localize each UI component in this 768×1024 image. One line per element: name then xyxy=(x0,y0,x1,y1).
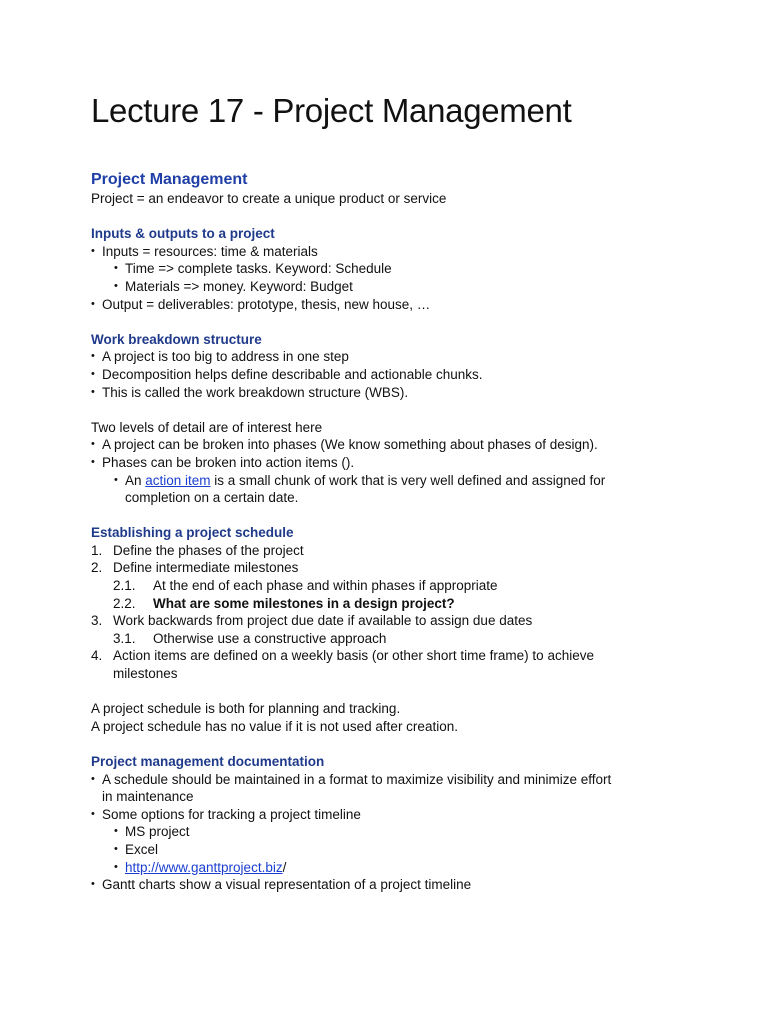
item-text: Define intermediate milestones xyxy=(113,560,299,576)
item-text: Action items are defined on a weekly basis (or other short time frame) to achieve xyxy=(113,648,594,664)
item-text: At the end of each phase and within phases if appropriate xyxy=(153,578,498,594)
list-item: • A project is too big to address in one step xyxy=(91,348,691,366)
list-item: • This is called the work breakdown structure (WBS). xyxy=(91,384,691,402)
numbered-item xyxy=(91,542,691,560)
list-item: • MS project xyxy=(91,823,691,841)
section-heading-schedule: Establishing a project schedule xyxy=(91,525,294,541)
numbered-item xyxy=(91,559,691,577)
item-number: 3. xyxy=(91,613,103,629)
item-number: 2.2. xyxy=(113,595,136,611)
section-heading-inputs-outputs: Inputs & outputs to a project xyxy=(91,226,275,242)
section-heading-wbs: Work breakdown structure xyxy=(91,331,262,347)
action-item-link[interactable]: action item xyxy=(145,472,211,488)
list-item xyxy=(91,859,691,877)
item-number: 4. xyxy=(91,648,103,664)
section-heading-project-management: Project Management xyxy=(91,171,248,188)
list-item: • Phases can be broken into action items (). xyxy=(91,454,691,472)
text: / xyxy=(282,859,287,875)
list-item: • Inputs = resources: time & materials xyxy=(91,243,691,261)
paragraph: A project schedule is both for planning and tracking. xyxy=(91,701,401,717)
paragraph: Two levels of detail are of interest here xyxy=(91,419,323,435)
numbered-subitem xyxy=(91,630,691,648)
item-text: Otherwise use a constructive approach xyxy=(153,630,387,646)
list-item: • Materials => money. Keyword: Budget xyxy=(91,278,691,296)
text: is a small chunk of work that is very well defined and assigned for xyxy=(210,472,606,488)
numbered-subitem xyxy=(91,577,691,595)
list-item: • Time => complete tasks. Keyword: Schedule xyxy=(91,260,691,278)
text: An xyxy=(125,472,146,488)
numbered-item-continuation: milestones xyxy=(113,666,178,682)
page-title: Lecture 17 - Project Management xyxy=(91,92,572,129)
paragraph: A project schedule has no value if it is not used after creation. xyxy=(91,718,458,734)
item-number: 2.1. xyxy=(113,578,136,594)
numbered-item xyxy=(91,612,691,630)
document-body xyxy=(91,170,691,894)
list-item: • A schedule should be maintained in a format to maximize visibility and minimize effort xyxy=(91,771,691,789)
list-item-continuation: in maintenance xyxy=(102,789,194,805)
item-text: What are some milestones in a design project? xyxy=(153,595,455,611)
item-text: Work backwards from project due date if available to assign due dates xyxy=(113,613,533,629)
list-item: • Excel xyxy=(91,841,691,859)
item-number: 3.1. xyxy=(113,630,136,646)
project-definition: Project = an endeavor to create a unique product or service xyxy=(91,191,447,206)
list-item: • Decomposition helps define describable and actionable chunks. xyxy=(91,366,691,384)
list-item: • Output = deliverables: prototype, thesis, new house, … xyxy=(91,296,691,314)
list-item: • Gantt charts show a visual representation of a project timeline xyxy=(91,876,691,894)
list-item: • Some options for tracking a project timeline xyxy=(91,806,691,824)
item-text: Define the phases of the project xyxy=(113,542,304,558)
ganttproject-link[interactable]: http://www.ganttproject.biz xyxy=(125,859,283,875)
list-item: • A project can be broken into phases (We know something about phases of design). xyxy=(91,436,691,454)
list-item-continuation: completion on a certain date. xyxy=(125,490,299,506)
numbered-subitem xyxy=(91,595,691,613)
numbered-item xyxy=(91,647,691,665)
list-item xyxy=(91,472,691,490)
section-heading-documentation: Project management documentation xyxy=(91,754,325,769)
item-number: 2. xyxy=(91,560,103,576)
item-number: 1. xyxy=(91,542,103,558)
